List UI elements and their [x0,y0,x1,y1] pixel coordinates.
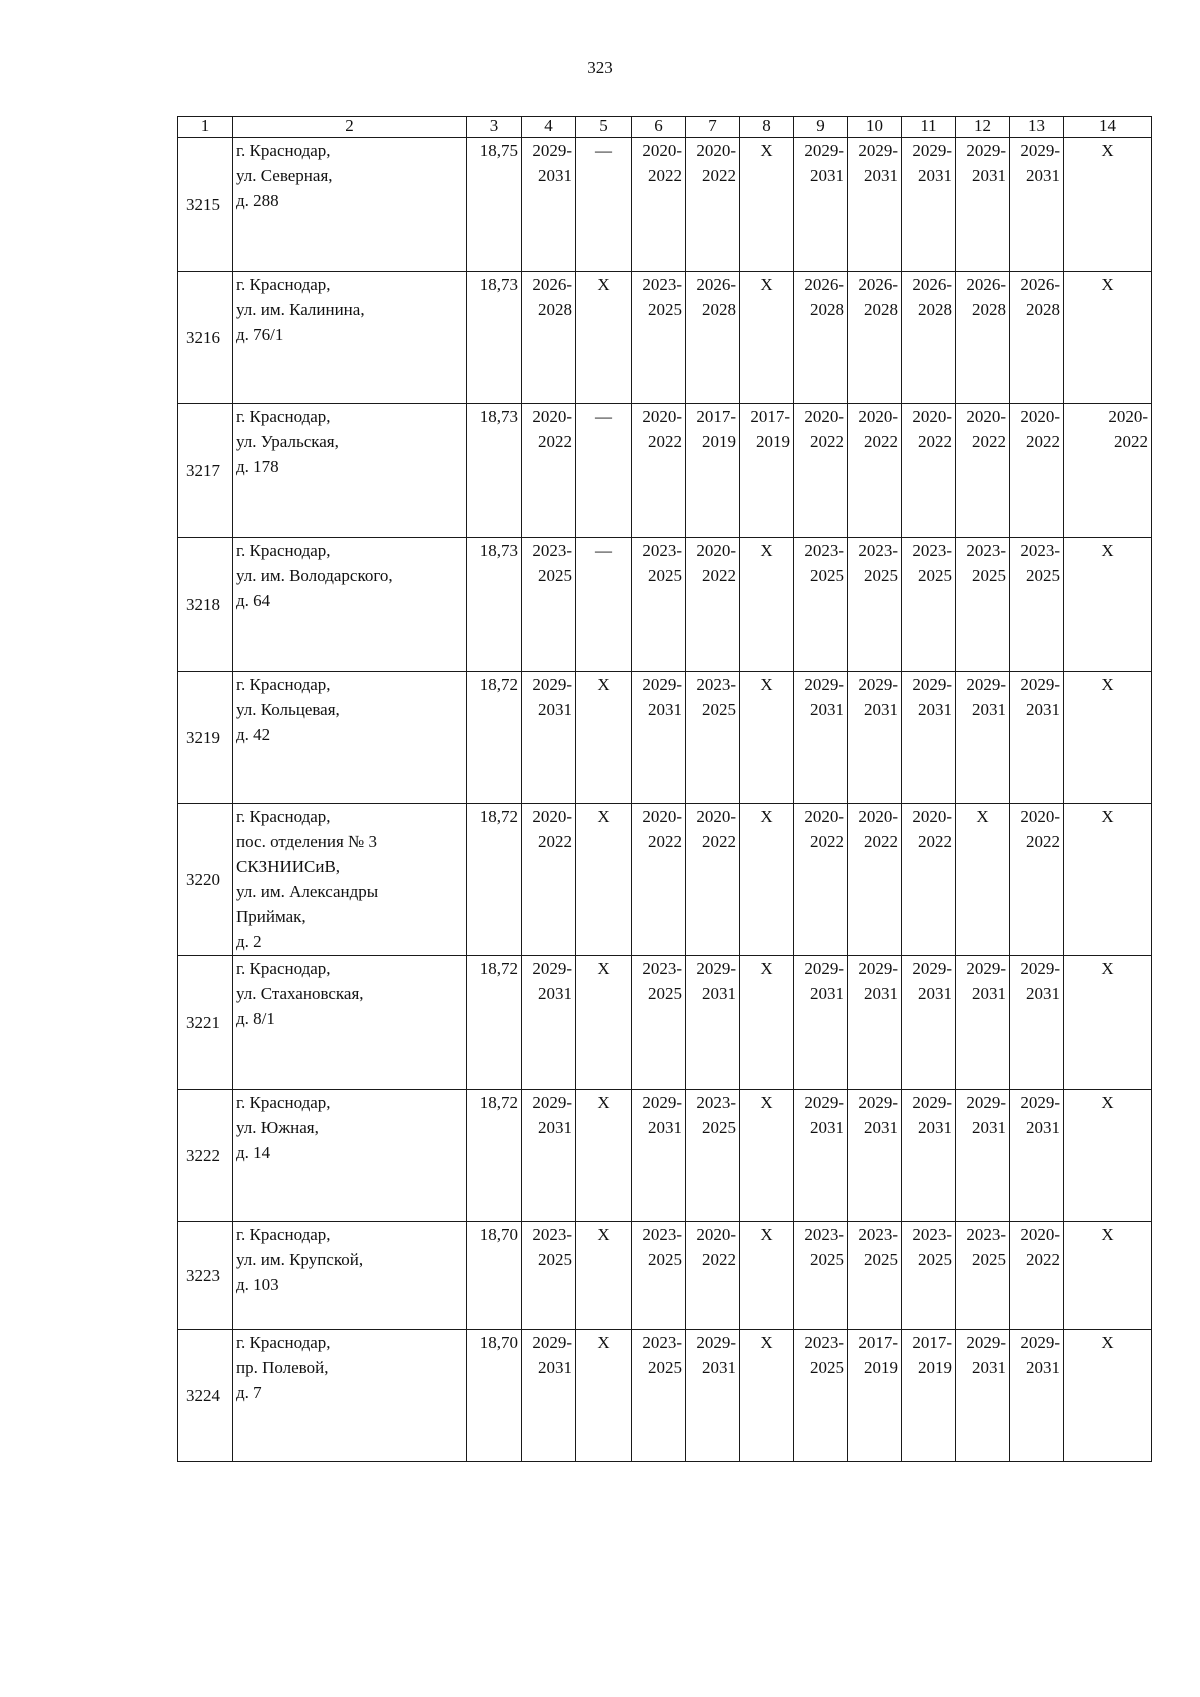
period-cell-col-8: X [740,804,794,956]
period-cell-col-14: X [1064,272,1152,404]
period-cell-col-10: 2020- 2022 [848,804,902,956]
period-cell-col-13: 2029- 2031 [1010,1090,1064,1222]
period-cell-col-9: 2026- 2028 [794,272,848,404]
period-cell-col-9: 2020- 2022 [794,404,848,538]
period-cell-col-9: 2029- 2031 [794,672,848,804]
row-number: 3215 [178,138,233,272]
period-cell-col-5: X [576,956,632,1090]
period-cell-col-10: 2023- 2025 [848,1222,902,1330]
period-cell-col-14: 2020- 2022 [1064,404,1152,538]
row-number: 3219 [178,672,233,804]
row-number: 3220 [178,804,233,956]
period-cell-col-9: 2029- 2031 [794,1090,848,1222]
period-cell-col-5: X [576,672,632,804]
period-cell-col-14: X [1064,538,1152,672]
column-header-2: 2 [233,117,467,138]
period-cell-col-14: X [1064,1330,1152,1462]
value-cell: 18,73 [467,272,522,404]
period-cell-col-4: 2029- 2031 [522,1330,576,1462]
period-cell-col-8: X [740,672,794,804]
period-cell-col-11: 2017- 2019 [902,1330,956,1462]
period-cell-col-7: 2020- 2022 [686,538,740,672]
period-cell-col-4: 2023- 2025 [522,538,576,672]
address-cell: г. Краснодар, ул. Кольцевая, д. 42 [233,672,467,804]
period-cell-col-11: 2020- 2022 [902,804,956,956]
page-number: 323 [587,58,613,77]
period-cell-col-11: 2023- 2025 [902,1222,956,1330]
column-header-10: 10 [848,117,902,138]
value-cell: 18,70 [467,1222,522,1330]
address-cell: г. Краснодар, пр. Полевой, д. 7 [233,1330,467,1462]
period-cell-col-12: 2023- 2025 [956,538,1010,672]
column-header-13: 13 [1010,117,1064,138]
period-cell-col-8: 2017- 2019 [740,404,794,538]
value-cell: 18,75 [467,138,522,272]
period-cell-col-6: 2023- 2025 [632,956,686,1090]
period-cell-col-7: 2029- 2031 [686,956,740,1090]
period-cell-col-8: X [740,1090,794,1222]
period-cell-col-12: X [956,804,1010,956]
period-cell-col-13: 2029- 2031 [1010,672,1064,804]
address-cell: г. Краснодар, ул. им. Крупской, д. 103 [233,1222,467,1330]
table-row [178,672,1152,804]
address-cell: г. Краснодар, ул. Уральская, д. 178 [233,404,467,538]
period-cell-col-6: 2023- 2025 [632,1222,686,1330]
row-number: 3224 [178,1330,233,1462]
address-cell: г. Краснодар, ул. Стахановская, д. 8/1 [233,956,467,1090]
period-cell-col-4: 2023- 2025 [522,1222,576,1330]
period-cell-col-10: 2020- 2022 [848,404,902,538]
period-cell-col-5: X [576,1090,632,1222]
row-number: 3222 [178,1090,233,1222]
column-header-1: 1 [178,117,233,138]
period-cell-col-10: 2017- 2019 [848,1330,902,1462]
period-cell-col-12: 2029- 2031 [956,138,1010,272]
period-cell-col-10: 2029- 2031 [848,672,902,804]
period-cell-col-5: X [576,272,632,404]
period-cell-col-10: 2023- 2025 [848,538,902,672]
period-cell-col-7: 2020- 2022 [686,1222,740,1330]
table-row [178,804,1152,956]
row-number: 3216 [178,272,233,404]
table-row [178,956,1152,1090]
period-cell-col-14: X [1064,138,1152,272]
period-cell-col-13: 2023- 2025 [1010,538,1064,672]
period-cell-col-14: X [1064,1090,1152,1222]
period-cell-col-10: 2029- 2031 [848,1090,902,1222]
column-header-7: 7 [686,117,740,138]
period-cell-col-8: X [740,956,794,1090]
table-row [178,272,1152,404]
period-cell-col-4: 2020- 2022 [522,404,576,538]
period-cell-col-11: 2026- 2028 [902,272,956,404]
row-number: 3221 [178,956,233,1090]
period-cell-col-8: X [740,1222,794,1330]
table-row [178,138,1152,272]
period-cell-col-4: 2026- 2028 [522,272,576,404]
period-cell-col-11: 2029- 2031 [902,1090,956,1222]
period-cell-col-9: 2023- 2025 [794,1222,848,1330]
period-cell-col-7: 2017- 2019 [686,404,740,538]
registry-table [177,116,1152,1462]
period-cell-col-13: 2029- 2031 [1010,1330,1064,1462]
period-cell-col-11: 2023- 2025 [902,538,956,672]
period-cell-col-5: — [576,404,632,538]
period-cell-col-13: 2026- 2028 [1010,272,1064,404]
period-cell-col-14: X [1064,956,1152,1090]
address-cell: г. Краснодар, ул. им. Калинина, д. 76/1 [233,272,467,404]
period-cell-col-13: 2020- 2022 [1010,804,1064,956]
value-cell: 18,72 [467,1090,522,1222]
period-cell-col-7: 2020- 2022 [686,804,740,956]
period-cell-col-14: X [1064,1222,1152,1330]
period-cell-col-13: 2029- 2031 [1010,956,1064,1090]
period-cell-col-12: 2029- 2031 [956,956,1010,1090]
table-row [178,538,1152,672]
period-cell-col-12: 2020- 2022 [956,404,1010,538]
column-header-14: 14 [1064,117,1152,138]
period-cell-col-5: X [576,1222,632,1330]
period-cell-col-12: 2026- 2028 [956,272,1010,404]
period-cell-col-4: 2029- 2031 [522,956,576,1090]
column-header-6: 6 [632,117,686,138]
table-row [178,1090,1152,1222]
period-cell-col-6: 2023- 2025 [632,1330,686,1462]
row-number: 3223 [178,1222,233,1330]
value-cell: 18,73 [467,404,522,538]
table-body [178,138,1152,1462]
period-cell-col-10: 2026- 2028 [848,272,902,404]
period-cell-col-14: X [1064,804,1152,956]
column-header-11: 11 [902,117,956,138]
period-cell-col-14: X [1064,672,1152,804]
period-cell-col-11: 2029- 2031 [902,956,956,1090]
period-cell-col-8: X [740,138,794,272]
period-cell-col-10: 2029- 2031 [848,956,902,1090]
period-cell-col-8: X [740,272,794,404]
period-cell-col-9: 2029- 2031 [794,138,848,272]
period-cell-col-6: 2020- 2022 [632,138,686,272]
column-header-12: 12 [956,117,1010,138]
address-cell: г. Краснодар, ул. Северная, д. 288 [233,138,467,272]
row-number: 3217 [178,404,233,538]
period-cell-col-7: 2020- 2022 [686,138,740,272]
period-cell-col-11: 2029- 2031 [902,138,956,272]
period-cell-col-11: 2029- 2031 [902,672,956,804]
period-cell-col-12: 2029- 2031 [956,672,1010,804]
period-cell-col-4: 2020- 2022 [522,804,576,956]
period-cell-col-5: — [576,538,632,672]
value-cell: 18,72 [467,956,522,1090]
period-cell-col-7: 2026- 2028 [686,272,740,404]
period-cell-col-5: X [576,1330,632,1462]
period-cell-col-7: 2029- 2031 [686,1330,740,1462]
value-cell: 18,73 [467,538,522,672]
column-header-3: 3 [467,117,522,138]
column-header-4: 4 [522,117,576,138]
period-cell-col-4: 2029- 2031 [522,672,576,804]
row-number: 3218 [178,538,233,672]
address-cell: г. Краснодар, ул. им. Володарского, д. 64 [233,538,467,672]
table-row [178,404,1152,538]
column-header-8: 8 [740,117,794,138]
period-cell-col-6: 2029- 2031 [632,1090,686,1222]
table-row [178,1222,1152,1330]
period-cell-col-4: 2029- 2031 [522,138,576,272]
period-cell-col-8: X [740,538,794,672]
period-cell-col-6: 2023- 2025 [632,272,686,404]
period-cell-col-12: 2029- 2031 [956,1090,1010,1222]
address-cell: г. Краснодар, ул. Южная, д. 14 [233,1090,467,1222]
period-cell-col-13: 2020- 2022 [1010,1222,1064,1330]
period-cell-col-7: 2023- 2025 [686,1090,740,1222]
column-header-9: 9 [794,117,848,138]
table-row [178,1330,1152,1462]
period-cell-col-9: 2029- 2031 [794,956,848,1090]
header-row [178,117,1152,138]
period-cell-col-7: 2023- 2025 [686,672,740,804]
period-cell-col-9: 2020- 2022 [794,804,848,956]
period-cell-col-8: X [740,1330,794,1462]
period-cell-col-6: 2029- 2031 [632,672,686,804]
value-cell: 18,72 [467,804,522,956]
period-cell-col-12: 2029- 2031 [956,1330,1010,1462]
value-cell: 18,72 [467,672,522,804]
period-cell-col-13: 2029- 2031 [1010,138,1064,272]
value-cell: 18,70 [467,1330,522,1462]
period-cell-col-12: 2023- 2025 [956,1222,1010,1330]
period-cell-col-6: 2023- 2025 [632,538,686,672]
period-cell-col-9: 2023- 2025 [794,538,848,672]
period-cell-col-5: X [576,804,632,956]
period-cell-col-9: 2023- 2025 [794,1330,848,1462]
address-cell: г. Краснодар, пос. отделения № 3 СКЗНИИСиВ, ул. им. Александры Приймак, д. 2 [233,804,467,956]
period-cell-col-6: 2020- 2022 [632,404,686,538]
period-cell-col-11: 2020- 2022 [902,404,956,538]
period-cell-col-6: 2020- 2022 [632,804,686,956]
period-cell-col-10: 2029- 2031 [848,138,902,272]
column-header-5: 5 [576,117,632,138]
period-cell-col-4: 2029- 2031 [522,1090,576,1222]
period-cell-col-13: 2020- 2022 [1010,404,1064,538]
period-cell-col-5: — [576,138,632,272]
